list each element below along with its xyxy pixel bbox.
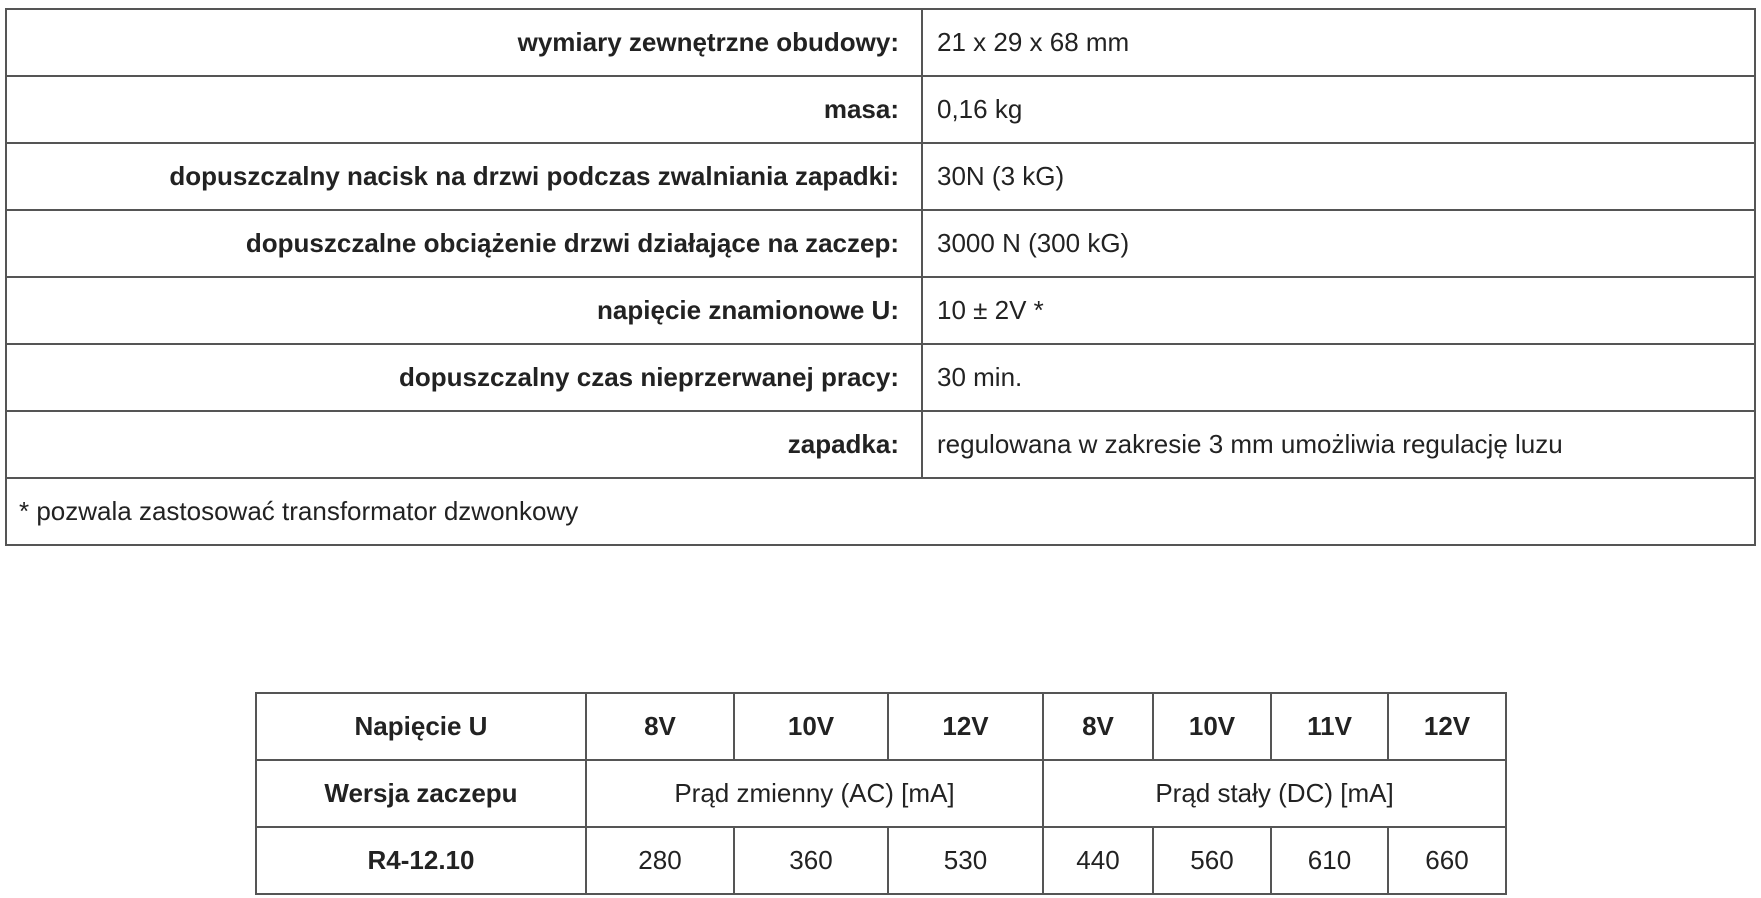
current-consumption-table [255, 692, 1507, 895]
spec-row [6, 411, 1755, 478]
spec-label: masa: [6, 76, 922, 143]
voltage-header-cell: 12V [1388, 693, 1506, 760]
voltage-header-cell: 8V [1043, 693, 1153, 760]
current-value-cell: 360 [734, 827, 888, 894]
spec-value: 21 x 29 x 68 mm [922, 9, 1755, 76]
spec-label: dopuszczalne obciążenie drzwi działające na zaczep: [6, 210, 922, 277]
spec-value: 10 ± 2V * [922, 277, 1755, 344]
table-row [256, 827, 1506, 894]
spec-footnote: * pozwala zastosować transformator dzwonkowy [6, 478, 1755, 545]
ac-current-header: Prąd zmienny (AC) [mA] [586, 760, 1043, 827]
spec-label: wymiary zewnętrzne obudowy: [6, 9, 922, 76]
voltage-header-cell: 8V [586, 693, 734, 760]
spec-row [6, 76, 1755, 143]
spec-row [6, 143, 1755, 210]
spec-value: 30 min. [922, 344, 1755, 411]
spec-label: dopuszczalny czas nieprzerwanej pracy: [6, 344, 922, 411]
dc-current-header: Prąd stały (DC) [mA] [1043, 760, 1506, 827]
spec-row [6, 344, 1755, 411]
current-value-cell: 280 [586, 827, 734, 894]
specifications-table [5, 8, 1756, 546]
spec-label: dopuszczalny nacisk na drzwi podczas zwalniania zapadki: [6, 143, 922, 210]
current-value-cell: 440 [1043, 827, 1153, 894]
current-value-cell: 560 [1153, 827, 1271, 894]
current-value-cell: 610 [1271, 827, 1388, 894]
spec-row [6, 277, 1755, 344]
version-cell: R4-12.10 [256, 827, 586, 894]
current-value-cell: 660 [1388, 827, 1506, 894]
current-type-row [256, 760, 1506, 827]
spec-row [6, 9, 1755, 76]
voltage-header-cell: 11V [1271, 693, 1388, 760]
voltage-header-row [256, 693, 1506, 760]
spec-label: napięcie znamionowe U: [6, 277, 922, 344]
spec-value: 3000 N (300 kG) [922, 210, 1755, 277]
spec-value: regulowana w zakresie 3 mm umożliwia regulację luzu [922, 411, 1755, 478]
spec-note-row [6, 478, 1755, 545]
spec-row [6, 210, 1755, 277]
voltage-header-cell: 12V [888, 693, 1043, 760]
voltage-header-label: Napięcie U [256, 693, 586, 760]
voltage-header-cell: 10V [734, 693, 888, 760]
spec-value: 30N (3 kG) [922, 143, 1755, 210]
version-header-label: Wersja zaczepu [256, 760, 586, 827]
current-value-cell: 530 [888, 827, 1043, 894]
voltage-header-cell: 10V [1153, 693, 1271, 760]
spec-label: zapadka: [6, 411, 922, 478]
spec-value: 0,16 kg [922, 76, 1755, 143]
